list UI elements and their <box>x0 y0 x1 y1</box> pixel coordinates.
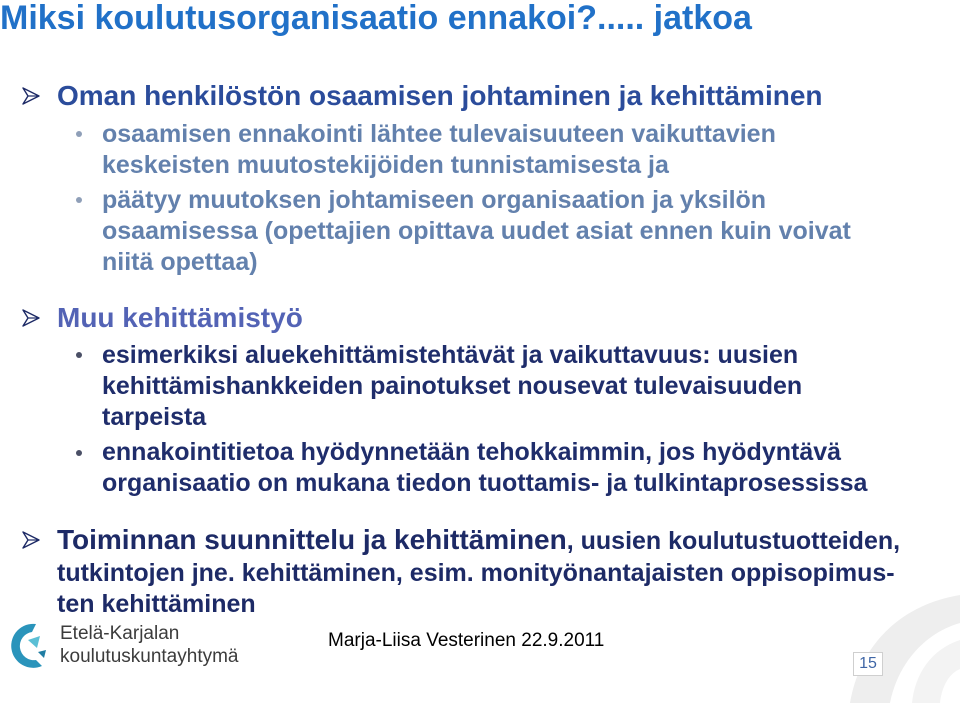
dot-bullet-icon <box>76 450 82 456</box>
slide-title: Miksi koulutusorganisaatio ennakoi?..... jatkoa <box>0 0 752 37</box>
dot-bullet-icon <box>76 197 82 203</box>
section-toiminnan-suunnittelu <box>57 524 900 621</box>
bullet-item <box>102 340 802 433</box>
bullet-line: tarpeista <box>102 403 207 431</box>
organization-name-line2: koulutuskuntayhtymä <box>60 646 239 667</box>
bullet-line: osaamisen ennakointi lähtee tulevaisuuteen vaikuttavien <box>102 120 776 148</box>
organization-name-line1: Etelä-Karjalan <box>60 623 180 644</box>
bullet-item <box>102 119 776 181</box>
bullet-line: päätyy muutoksen johtamiseen organisaation ja yksilön <box>102 186 767 214</box>
section-line: tutkintojen jne. kehittäminen, esim. monityönantajaisten oppisopimus- <box>57 558 895 587</box>
organization-logo-icon <box>6 620 50 672</box>
arrowhead-bullet-icon <box>22 531 40 549</box>
dot-bullet-icon <box>76 131 82 137</box>
bullet-line: keskeisten muutostekijöiden tunnistamisesta ja <box>102 151 669 179</box>
page-number: 15 <box>853 652 883 676</box>
bullet-line: esimerkiksi aluekehittämistehtävät ja vaikuttavuus: uusien <box>102 341 799 369</box>
section-line <box>57 524 900 558</box>
section-heading-henkiloston-osaaminen: Oman henkilöstön osaamisen johtaminen ja kehittäminen <box>57 80 823 111</box>
arrowhead-bullet-icon <box>22 87 40 105</box>
section-line: ten kehittäminen <box>57 590 256 618</box>
section-heading-toiminnan-suunnittelu: Toiminnan suunnittelu ja kehittäminen <box>57 524 567 555</box>
bullet-line: kehittämishankkeiden painotukset nousevat tulevaisuuden <box>102 372 803 400</box>
author-date: Marja-Liisa Vesterinen 22.9.2011 <box>328 630 605 651</box>
section-text: , uusien koulutustuotteiden, <box>566 527 901 555</box>
dot-bullet-icon <box>76 352 82 358</box>
bullet-line: niitä opettaa) <box>102 248 258 276</box>
bullet-item <box>102 437 867 499</box>
bullet-line: osaamisessa (opettajien opittava uudet asiat ennen kuin voivat <box>102 217 851 245</box>
bullet-item <box>102 185 851 278</box>
section-heading-muu-kehittamistyo: Muu kehittämistyö <box>57 302 303 333</box>
arrowhead-bullet-icon <box>22 309 40 327</box>
bullet-line: organisaatio on mukana tiedon tuottamis- ja tulkintaprosessissa <box>102 469 868 497</box>
bullet-line: ennakointitietoa hyödynnetään tehokkaimmin, jos hyödyntävä <box>102 438 842 466</box>
